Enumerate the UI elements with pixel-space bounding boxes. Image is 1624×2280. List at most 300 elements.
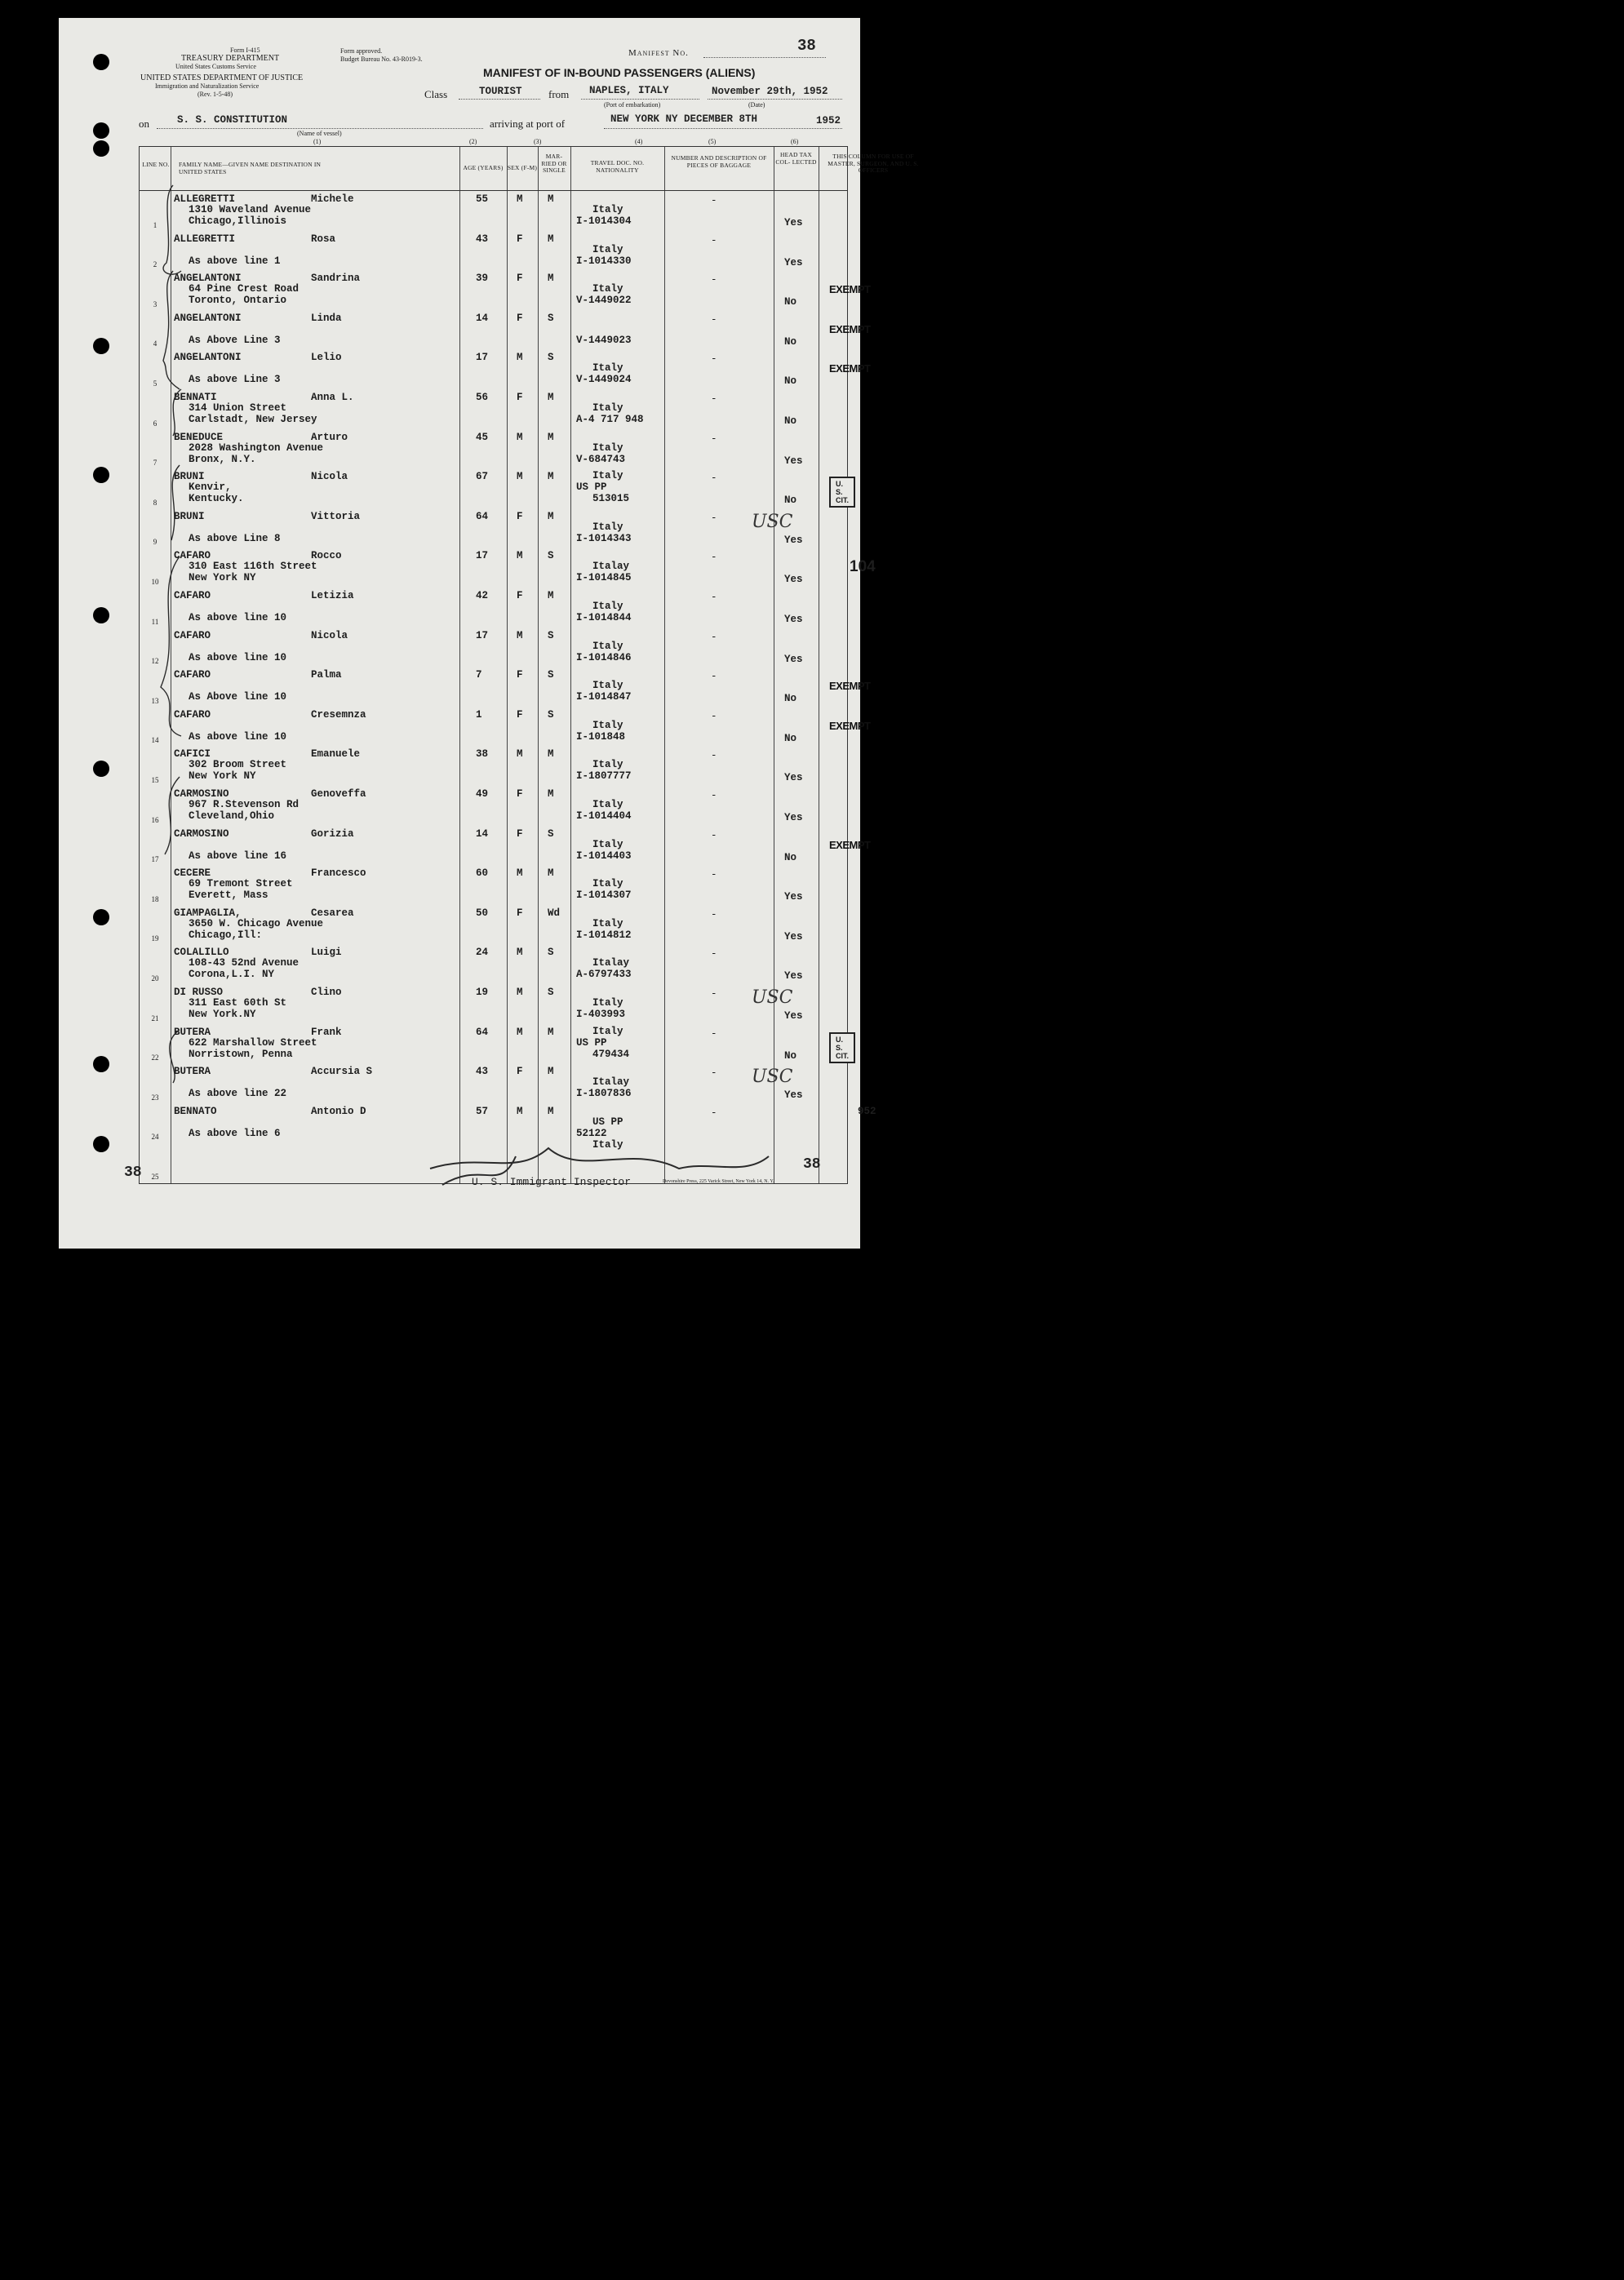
- cell-addr2: As Above line 10: [189, 691, 287, 703]
- cell-doc: I-101848: [576, 730, 626, 743]
- cell-addr1: 64 Pine Crest Road: [189, 283, 300, 295]
- cell-family: BENNATO: [174, 1105, 217, 1117]
- cell-nat: Italy: [592, 601, 623, 612]
- handwritten-usc: USC: [752, 987, 793, 1008]
- brace-mark: [173, 389, 181, 436]
- brace-mark: [171, 465, 180, 540]
- line-number: 14: [151, 736, 159, 745]
- brace-mark: [163, 271, 180, 389]
- cell-tax: Yes: [784, 455, 803, 467]
- cell-sex: M: [517, 352, 523, 364]
- manifest-sheet: [59, 18, 919, 1249]
- line-number: 10: [151, 577, 159, 586]
- cell-addr1: 967 R.Stevenson Rd: [189, 799, 300, 810]
- cell-given: Emanuele: [311, 748, 361, 761]
- line-number: 22: [151, 1054, 159, 1062]
- cell-tax: Yes: [784, 574, 803, 586]
- cell-given: Anna L.: [311, 392, 354, 403]
- cell-age: 57: [476, 1105, 489, 1117]
- cell-doc: I-403993: [576, 1009, 626, 1020]
- cell-tax: Yes: [784, 534, 803, 546]
- cell-given: Nicola: [311, 629, 348, 641]
- cell-mar: M: [548, 748, 554, 761]
- cell-given: Rocco: [311, 550, 342, 562]
- cell-family: ALLEGRETTI: [174, 193, 236, 205]
- cell-family: CAFARO: [174, 550, 211, 562]
- footer-right-num: 38: [803, 1156, 821, 1173]
- cell-addr1: 622 Marshallow Street: [189, 1036, 317, 1049]
- cell-mar: M: [548, 788, 554, 800]
- cell-age: 42: [476, 590, 489, 601]
- cell-addr2: As above line 10: [189, 612, 287, 623]
- cell-family: ALLEGRETTI: [174, 233, 236, 245]
- cell-tax: Yes: [784, 772, 803, 784]
- cell-doc: 479434: [592, 1048, 630, 1060]
- col-header-travel: TRAVEL DOC. NO. NATIONALITY: [590, 159, 645, 174]
- cell-nat: Italay: [592, 561, 630, 573]
- cell-age: 17: [476, 550, 489, 562]
- cell-mar: S: [548, 629, 554, 641]
- cell-nat: Italy: [592, 1025, 623, 1037]
- cell-mar: S: [548, 550, 554, 562]
- exempt-stamp: EXEMPT: [829, 362, 871, 375]
- ins-service: Immigration and Naturalization Service: [155, 82, 260, 90]
- cell-given: Cesarea: [311, 907, 354, 919]
- cell-nat: Italy: [592, 640, 623, 652]
- line-number: 21: [151, 1014, 159, 1022]
- cell-mar: M: [548, 1105, 554, 1117]
- line-number: 15: [151, 775, 159, 784]
- cell-given: Francesco: [311, 867, 366, 880]
- cell-addr2: Everett, Mass: [189, 889, 268, 902]
- cell-sex: M: [517, 867, 523, 880]
- cell-tax: No: [784, 1049, 797, 1062]
- cell-nat: Italay: [592, 957, 630, 969]
- us-citizen-stamp: U. S. CIT.: [829, 1032, 855, 1063]
- col-header-baggage: NUMBER AND DESCRIPTION OF PIECES OF BAGGAGE: [671, 154, 767, 169]
- cell-mar: M: [548, 233, 554, 245]
- cell-mar: M: [548, 193, 554, 205]
- cell-nat: Italy: [592, 719, 623, 731]
- us-citizen-stamp: U. S. CIT.: [829, 477, 855, 508]
- cell-addr1: 314 Union Street: [189, 402, 287, 414]
- cell-nat: Italy: [592, 470, 623, 482]
- cell-addr1: 3650 W. Chicago Avenue: [189, 917, 324, 929]
- cell-family: ANGELANTONI: [174, 273, 242, 285]
- customs-service: United States Customs Service: [175, 63, 256, 70]
- cell-given: Michele: [311, 193, 354, 205]
- cell-nat: Italy: [592, 402, 623, 414]
- line-number: 4: [153, 339, 158, 348]
- line-number: 1: [153, 220, 158, 229]
- cell-sex: F: [517, 510, 523, 522]
- col5-number: (5): [708, 138, 717, 145]
- cell-mar: M: [548, 867, 554, 880]
- col2-number: (2): [469, 138, 477, 145]
- cell-tax: No: [784, 693, 797, 705]
- cell-doc: I-1014307: [576, 889, 632, 902]
- inspector-signature: [430, 1148, 769, 1169]
- cell-doc: I-1014847: [576, 691, 632, 703]
- line-number: 6: [153, 419, 158, 428]
- cell-nat: Italay: [592, 1076, 630, 1089]
- cell-addr2: As above line 10: [189, 651, 287, 663]
- cell-age: 60: [476, 867, 489, 880]
- arriving-label: arriving at port of: [490, 118, 566, 130]
- cell-nat: Italy: [592, 441, 623, 454]
- cell-family: DI RUSSO: [174, 987, 224, 998]
- cell-nat: Italy: [592, 283, 623, 295]
- cell-addr1: 69 Tremont Street: [189, 878, 293, 890]
- cell-sex: M: [517, 193, 523, 205]
- col-header-married: MAR- RIED OR SINGLE: [541, 153, 567, 175]
- on-label: on: [139, 118, 149, 130]
- cell-doc: V-1449022: [576, 295, 632, 307]
- baggage-dash: -: [711, 750, 717, 762]
- cell-nat: US PP: [592, 1116, 623, 1128]
- baggage-dash: -: [711, 234, 717, 246]
- cell-sex: F: [517, 233, 523, 245]
- cell-mar: M: [548, 590, 554, 601]
- cell-family: CAFICI: [174, 748, 211, 761]
- line-number: 7: [153, 459, 158, 468]
- col-header-age: AGE (YEARS): [463, 164, 504, 171]
- cell-family: BENNATI: [174, 392, 217, 403]
- cell-sex: M: [517, 550, 523, 562]
- cell-addr2: Cleveland,Ohio: [189, 810, 275, 822]
- date-note: (Date): [748, 101, 765, 109]
- col3-number: (3): [534, 138, 542, 145]
- exempt-stamp: EXEMPT: [829, 719, 871, 732]
- cell-given: Rosa: [311, 233, 336, 245]
- officer-note: 104: [850, 558, 876, 576]
- cell-mar: S: [548, 947, 554, 959]
- cell-sex: M: [517, 629, 523, 641]
- cell-addr2: Bronx, N.Y.: [189, 453, 256, 465]
- baggage-dash: -: [711, 512, 717, 524]
- cell-family: ANGELANTONI: [174, 312, 242, 324]
- line-number: 25: [151, 1172, 159, 1181]
- cell-tax: Yes: [784, 1010, 803, 1022]
- class-value: TOURIST: [479, 86, 522, 97]
- cell-age: 49: [476, 788, 489, 800]
- cell-tax: No: [784, 415, 797, 427]
- cell-family: BUTERA: [174, 1066, 211, 1078]
- from-value: NAPLES, ITALY: [589, 85, 669, 96]
- brace-mark: [163, 185, 181, 274]
- cell-age: 14: [476, 312, 489, 324]
- cell-sex: F: [517, 312, 523, 324]
- pencil-marks: [59, 18, 860, 1249]
- cell-tax: No: [784, 851, 797, 863]
- cell-mar: M: [548, 1026, 554, 1038]
- cell-sex: F: [517, 1066, 523, 1078]
- manifest-no-value: 38: [797, 37, 816, 55]
- brace-mark: [161, 557, 181, 736]
- form-number: Form I-415: [230, 47, 260, 54]
- from-label: from: [548, 88, 570, 100]
- manifest-no-label: Manifest No.: [628, 48, 689, 58]
- baggage-dash: -: [711, 1027, 717, 1040]
- cell-given: Accursia S: [311, 1066, 373, 1078]
- brace-mark: [170, 1030, 180, 1083]
- line-number: 12: [151, 657, 159, 666]
- cell-tax: No: [784, 495, 797, 507]
- cell-family: BUTERA: [174, 1026, 211, 1038]
- cell-doc: 513015: [592, 493, 630, 505]
- col-header-name: FAMILY NAME—GIVEN NAME DESTINATION IN UNITED STATES: [179, 161, 322, 175]
- cell-mar: M: [548, 1066, 554, 1078]
- baggage-dash: -: [711, 988, 717, 1000]
- cell-mar: M: [548, 431, 554, 443]
- cell-given: Cresemnza: [311, 708, 366, 721]
- cell-sex: F: [517, 273, 523, 285]
- cell-sex: M: [517, 947, 523, 959]
- cell-addr1: 302 Broom Street: [189, 759, 287, 771]
- cell-family: BRUNI: [174, 510, 205, 522]
- cell-addr2: Norristown, Penna: [189, 1048, 293, 1060]
- exempt-stamp: EXEMPT: [829, 322, 871, 335]
- line-number: 3: [153, 299, 158, 308]
- baggage-dash: -: [711, 710, 717, 722]
- cell-sex: F: [517, 392, 523, 403]
- cell-family: CAFARO: [174, 590, 211, 601]
- cell-nat: Italy: [592, 997, 623, 1009]
- cell-doc: I-1014343: [576, 532, 632, 544]
- cell-family: BRUNI: [174, 471, 205, 483]
- brace-mark: [165, 777, 180, 854]
- cell-doc: I-1807836: [576, 1088, 632, 1100]
- cell-addr2: As above Line 3: [189, 374, 281, 386]
- cell-given: Clino: [311, 987, 342, 998]
- cell-doc: I-1014812: [576, 929, 632, 941]
- cell-nat: Italy: [592, 243, 623, 255]
- cell-age: 38: [476, 748, 489, 761]
- cell-nat: Italy: [592, 362, 623, 375]
- cell-age: 17: [476, 629, 489, 641]
- col1-number: (1): [313, 138, 322, 145]
- cell-sex: M: [517, 471, 523, 483]
- cell-given: Genoveffa: [311, 788, 366, 800]
- line-number: 20: [151, 974, 159, 983]
- cell-given: Gorizia: [311, 827, 354, 840]
- cell-addr2: Carlstadt, New Jersey: [189, 414, 317, 425]
- cell-addr1: 1310 Waveland Avenue: [189, 204, 312, 215]
- cell-doc: 52122: [576, 1127, 607, 1139]
- cell-family: CAFARO: [174, 708, 211, 721]
- cell-given: Antonio D: [311, 1105, 366, 1117]
- cell-sex: F: [517, 827, 523, 840]
- cell-given: Arturo: [311, 431, 348, 443]
- cell-addr2: As above line 22: [189, 1088, 287, 1100]
- baggage-dash: -: [711, 274, 717, 286]
- cell-family: CECERE: [174, 867, 211, 880]
- cell-sex: F: [517, 590, 523, 601]
- cell-tax: Yes: [784, 653, 803, 665]
- cell-addr1: Kenvir,: [189, 481, 232, 494]
- cell-mar: S: [548, 708, 554, 721]
- baggage-dash: -: [711, 472, 717, 485]
- handwritten-usc: USC: [752, 511, 793, 532]
- baggage-dash: -: [711, 631, 717, 643]
- cell-addr2: As above line 1: [189, 255, 281, 267]
- cell-doc-pre: US PP: [576, 1036, 607, 1049]
- line-number: 2: [153, 260, 158, 269]
- arriving-year: 1952: [816, 115, 841, 126]
- cell-tax: No: [784, 296, 797, 308]
- baggage-dash: -: [711, 908, 717, 920]
- cell-family: ANGELANTONI: [174, 352, 242, 364]
- line-number: 24: [151, 1133, 159, 1142]
- cell-age: 43: [476, 1066, 489, 1078]
- cell-addr1: 310 East 116th Street: [189, 561, 317, 573]
- line-number: 18: [151, 894, 159, 903]
- cell-addr2: Toronto, Ontario: [189, 295, 287, 307]
- cell-tax: Yes: [784, 812, 803, 823]
- vessel-note: (Name of vessel): [297, 130, 342, 137]
- cell-family: CARMOSINO: [174, 788, 229, 800]
- footer-left-num: 38: [124, 1164, 142, 1181]
- date-value: November 29th, 1952: [712, 86, 828, 97]
- col-header-headtax: HEAD TAX COL- LECTED: [775, 151, 817, 166]
- cell-addr2: Chicago,Illinois: [189, 215, 287, 227]
- baggage-dash: -: [711, 393, 717, 405]
- cell-mar: M: [548, 273, 554, 285]
- cell-mar: S: [548, 987, 554, 998]
- inspector-label: U. S. Immigrant Inspector: [472, 1176, 632, 1188]
- cell-given: Letizia: [311, 590, 354, 601]
- cell-mar: S: [548, 352, 554, 364]
- cell-sex: F: [517, 708, 523, 721]
- cell-nat: Italy: [592, 204, 623, 215]
- line-number: 19: [151, 934, 159, 943]
- cell-tax: Yes: [784, 930, 803, 943]
- cell-age: 64: [476, 510, 489, 522]
- cell-doc: I-1807777: [576, 770, 632, 783]
- cell-sex: F: [517, 669, 523, 681]
- handwritten-usc: USC: [752, 1067, 793, 1088]
- justice-dept: UNITED STATES DEPARTMENT OF JUSTICE: [140, 73, 304, 82]
- cell-doc: I-1014844: [576, 612, 632, 623]
- cell-addr2: Chicago,Ill:: [189, 929, 263, 941]
- treasury-dept: TREASURY DEPARTMENT: [181, 54, 280, 63]
- exempt-stamp: EXEMPT: [829, 283, 871, 296]
- cell-addr2: New York NY: [189, 572, 256, 584]
- cell-tax: Yes: [784, 256, 803, 268]
- cell-nat: Italy: [592, 680, 623, 692]
- manifest-title: MANIFEST OF IN-BOUND PASSENGERS (ALIENS): [483, 66, 756, 79]
- col6-number: (6): [791, 138, 799, 145]
- cell-family: COLALILLO: [174, 947, 229, 959]
- cell-age: 24: [476, 947, 489, 959]
- cell-nat: Italy: [592, 917, 623, 929]
- cell-addr2: As above line 10: [189, 730, 287, 743]
- cell-age: 45: [476, 431, 489, 443]
- cell-doc-pre: US PP: [576, 481, 607, 494]
- cell-doc: I-1014404: [576, 810, 632, 822]
- cell-sex: M: [517, 1105, 523, 1117]
- cell-tax: No: [784, 335, 797, 348]
- cell-given: Palma: [311, 669, 342, 681]
- cell-given: Luigi: [311, 947, 342, 959]
- cell-doc: I-1014845: [576, 572, 632, 584]
- cell-doc: A-6797433: [576, 969, 632, 981]
- cell-doc: I-1014304: [576, 215, 632, 227]
- cell-doc: V-1449023: [576, 334, 632, 346]
- cell-doc-post: Italy: [592, 1138, 623, 1151]
- cell-addr1: 311 East 60th St: [189, 997, 287, 1009]
- baggage-dash: -: [711, 1067, 717, 1080]
- cell-tax: Yes: [784, 217, 803, 228]
- cell-addr2: As above line 6: [189, 1127, 281, 1139]
- line-number: 9: [153, 538, 158, 547]
- cell-given: Vittoria: [311, 510, 361, 522]
- cell-given: Frank: [311, 1026, 342, 1038]
- cell-age: 67: [476, 471, 489, 483]
- cell-tax: No: [784, 732, 797, 744]
- baggage-dash: -: [711, 552, 717, 564]
- line-number: 23: [151, 1093, 159, 1102]
- cell-mar: M: [548, 510, 554, 522]
- cell-age: 56: [476, 392, 489, 403]
- printer-credit: Devonshire Press, 225 Varick Street, New York 14, N. Y.: [663, 1179, 774, 1184]
- exempt-stamp: EXEMPT: [829, 680, 871, 693]
- arriving-value: NEW YORK NY DECEMBER 8TH: [610, 113, 758, 125]
- line-number: 5: [153, 379, 158, 388]
- line-number: 16: [151, 815, 159, 824]
- baggage-dash: -: [711, 671, 717, 683]
- baggage-dash: -: [711, 869, 717, 881]
- cell-age: 39: [476, 273, 489, 285]
- cell-age: 14: [476, 827, 489, 840]
- exempt-stamp: EXEMPT: [829, 838, 871, 851]
- cell-nat: Italy: [592, 521, 623, 533]
- cell-age: 64: [476, 1026, 489, 1038]
- line-number: 8: [153, 498, 158, 507]
- cell-sex: F: [517, 788, 523, 800]
- baggage-dash: -: [711, 195, 717, 206]
- cell-addr1: 108-43 52nd Avenue: [189, 957, 300, 969]
- baggage-dash: -: [711, 353, 717, 366]
- col-header-line: LINE NO.: [142, 161, 170, 168]
- cell-sex: M: [517, 431, 523, 443]
- cell-sex: M: [517, 987, 523, 998]
- cell-tax: No: [784, 375, 797, 388]
- cell-doc: I-1014403: [576, 849, 632, 862]
- cell-mar: Wd: [548, 907, 561, 919]
- officer-note: 952: [858, 1105, 876, 1117]
- col4-number: (4): [635, 138, 643, 145]
- baggage-dash: -: [711, 592, 717, 603]
- cell-mar: M: [548, 392, 554, 403]
- line-number: 11: [151, 617, 159, 626]
- cell-tax: Yes: [784, 891, 803, 903]
- cell-doc: I-1014846: [576, 651, 632, 663]
- baggage-dash: -: [711, 313, 717, 326]
- baggage-dash: -: [711, 948, 717, 960]
- cell-doc: V-1449024: [576, 374, 632, 386]
- cell-tax: Yes: [784, 1089, 803, 1102]
- baggage-dash: -: [711, 829, 717, 841]
- cell-age: 17: [476, 352, 489, 364]
- cell-age: 43: [476, 233, 489, 245]
- cell-family: GIAMPAGLIA,: [174, 907, 242, 919]
- cell-age: 55: [476, 193, 489, 205]
- cell-addr2: New York NY: [189, 770, 256, 783]
- baggage-dash: -: [711, 1107, 717, 1119]
- cell-doc: V-684743: [576, 453, 626, 465]
- cell-mar: S: [548, 312, 554, 324]
